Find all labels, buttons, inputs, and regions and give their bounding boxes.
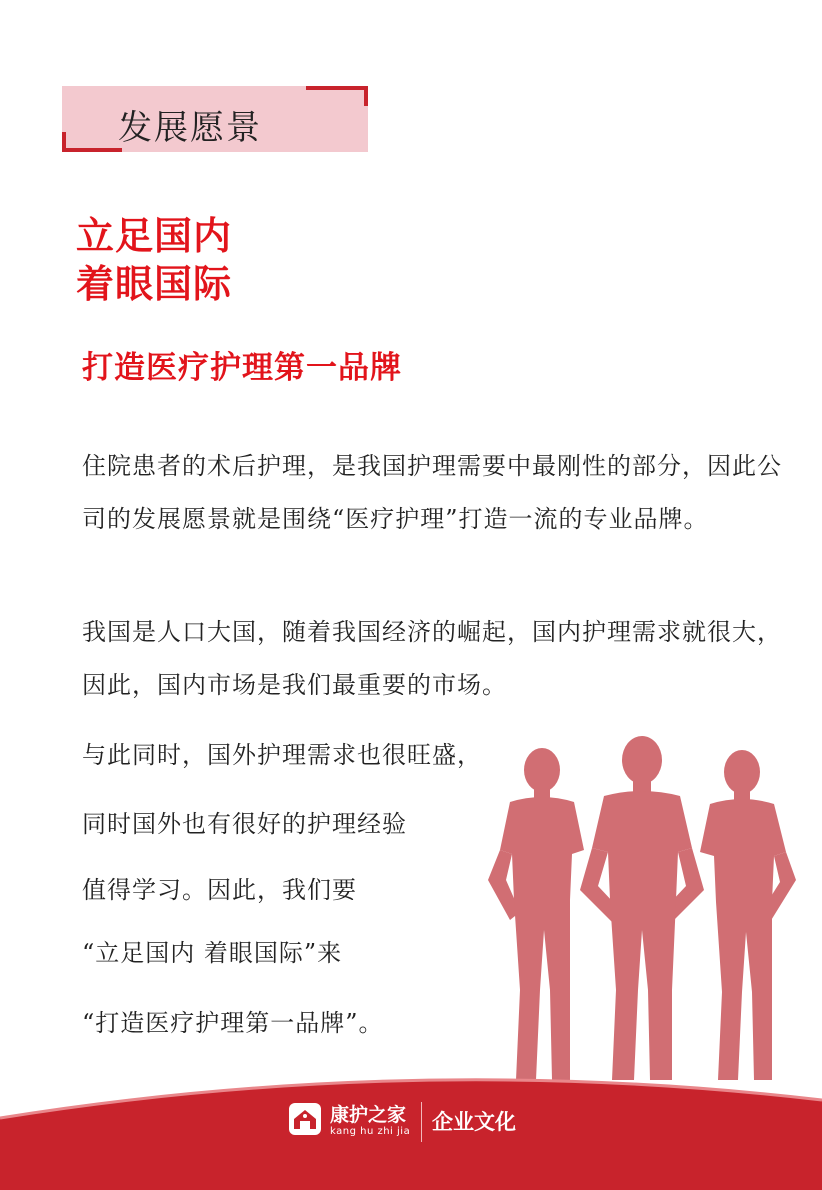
headline xyxy=(76,212,232,308)
headline-line-2: 着眼国际 xyxy=(76,262,233,306)
corner-accent-bottom-left-vertical xyxy=(62,132,66,152)
nurses-illustration xyxy=(480,730,800,1090)
subheading: 打造医疗护理第一品牌 xyxy=(82,350,402,386)
body-line-4: “立足国内 着眼国际”来 xyxy=(82,939,343,967)
brand-pinyin: kang hu zhi jia xyxy=(330,1126,411,1137)
footer-section-label: 企业文化 xyxy=(432,1110,516,1134)
body-line-2: 同时国外也有很好的护理经验 xyxy=(82,810,407,838)
corner-accent-top-right xyxy=(306,86,368,90)
corner-accent-top-right-vertical xyxy=(364,86,368,106)
nurse-figure-right xyxy=(700,750,796,1080)
paragraph-2: 我国是人口大国，随着我国经济的崛起，国内护理需求就很大，因此，国内市场是我们最重要的市场。 xyxy=(82,618,782,699)
section-title: 发展愿景 xyxy=(118,108,262,148)
nurse-figure-left xyxy=(488,748,584,1080)
footer-band xyxy=(0,1060,822,1190)
body-line-3: 值得学习。因此，我们要 xyxy=(82,876,357,904)
body-line-5: “打造医疗护理第一品牌”。 xyxy=(82,1009,384,1037)
footer-divider xyxy=(421,1102,422,1142)
section-tag xyxy=(62,86,368,152)
nurse-figure-middle xyxy=(580,736,704,1080)
headline-line-1: 立足国内 xyxy=(76,214,233,258)
house-logo-icon xyxy=(288,1102,322,1136)
body-line-1: 与此同时，国外护理需求也很旺盛， xyxy=(82,741,482,769)
corner-accent-bottom-left xyxy=(62,148,122,152)
paragraph-1: 住院患者的术后护理，是我国护理需要中最刚性的部分，因此公司的发展愿景就是围绕“医疗护理”打造一流的专业品牌。 xyxy=(82,452,782,533)
brand-name: 康护之家 xyxy=(330,1104,407,1126)
